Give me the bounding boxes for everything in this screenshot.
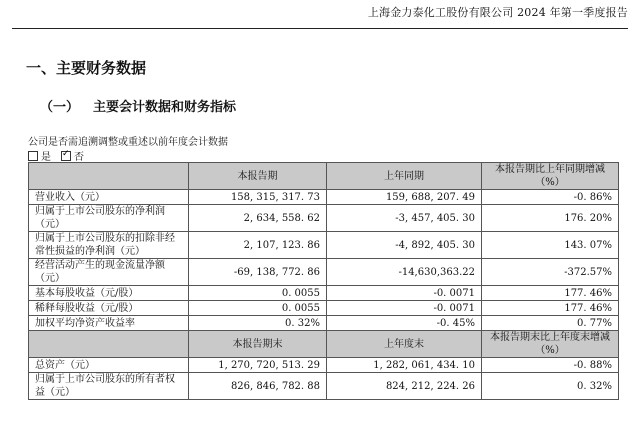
cell-value: -0. 0071	[327, 286, 482, 301]
cell-value: 158, 315, 317. 73	[189, 190, 327, 205]
restatement-choice	[28, 148, 84, 163]
cell-value: 1, 282, 061, 434. 10	[327, 358, 482, 373]
cell-value: -0. 45%	[327, 316, 482, 331]
cell-value: -69, 138, 772. 86	[189, 259, 327, 286]
cell-value: -372.57%	[482, 259, 619, 286]
cell-value: 176. 20%	[482, 205, 619, 232]
row-label: 稀释每股收益（元/股）	[29, 301, 189, 316]
cell-value: 824, 212, 224. 26	[327, 373, 482, 400]
cell-value: 1, 270, 720, 513. 29	[189, 358, 327, 373]
header-cell: 上年度末	[327, 331, 482, 358]
row-label: 归属于上市公司股东的扣除非经常性损益的净利润（元）	[29, 232, 189, 259]
row-label: 归属于上市公司股东的净利润（元）	[29, 205, 189, 232]
checkbox-no[interactable]	[61, 151, 71, 161]
cell-value: -14,630,363.22	[327, 259, 482, 286]
header-rule	[12, 28, 628, 29]
header-cell: 上年同期	[327, 163, 482, 190]
cell-value: 0. 32%	[482, 373, 619, 400]
table-row	[29, 316, 619, 331]
cell-value: 177. 46%	[482, 301, 619, 316]
row-label: 总资产（元）	[29, 358, 189, 373]
subsection-label: 主要会计数据和财务指标	[93, 100, 237, 115]
checkbox-yes[interactable]	[28, 151, 38, 161]
cell-value: -0. 0071	[327, 301, 482, 316]
table-row	[29, 205, 619, 232]
header-cell: 本报告期	[189, 163, 327, 190]
header-cell	[29, 163, 189, 190]
restatement-question: 公司是否需追溯调整或重述以前年度会计数据	[28, 137, 228, 148]
cell-value: -0. 86%	[482, 190, 619, 205]
table-row	[29, 373, 619, 400]
table-header-row	[29, 331, 619, 358]
section-title: 一、主要财务数据	[26, 59, 147, 77]
table-row	[29, 358, 619, 373]
row-label: 经营活动产生的现金流量净额（元）	[29, 259, 189, 286]
financial-data-table	[28, 162, 619, 400]
row-label: 基本每股收益（元/股）	[29, 286, 189, 301]
row-label: 营业收入（元）	[29, 190, 189, 205]
report-header-title: 上海金力泰化工股份有限公司 2024 年第一季度报告	[367, 6, 628, 19]
table-row	[29, 259, 619, 286]
subsection-number: （一）	[40, 100, 80, 115]
cell-value: 2, 107, 123. 86	[189, 232, 327, 259]
header-cell: 本报告期比上年同期增减（%）	[482, 163, 619, 190]
cell-value: 143. 07%	[482, 232, 619, 259]
choice-yes-label: 是	[41, 152, 51, 163]
cell-value: 0. 77%	[482, 316, 619, 331]
cell-value: 159, 688, 207. 49	[327, 190, 482, 205]
table-row	[29, 190, 619, 205]
cell-value: 2, 634, 558. 62	[189, 205, 327, 232]
row-label: 加权平均净资产收益率	[29, 316, 189, 331]
header-cell: 本报告期末	[189, 331, 327, 358]
cell-value: -3, 457, 405. 30	[327, 205, 482, 232]
cell-value: -4, 892, 405. 30	[327, 232, 482, 259]
header-cell: 本报告期末比上年度末增减（%）	[482, 331, 619, 358]
cell-value: 0. 0055	[189, 301, 327, 316]
table-header-row	[29, 163, 619, 190]
cell-value: 0. 0055	[189, 286, 327, 301]
header-cell	[29, 331, 189, 358]
row-label: 归属于上市公司股东的所有者权益（元）	[29, 373, 189, 400]
cell-value: 177. 46%	[482, 286, 619, 301]
choice-no-label: 否	[74, 152, 84, 163]
cell-value: -0. 88%	[482, 358, 619, 373]
table-row	[29, 286, 619, 301]
cell-value: 0. 32%	[189, 316, 327, 331]
cell-value: 826, 846, 782. 88	[189, 373, 327, 400]
table-row	[29, 232, 619, 259]
subsection-title	[40, 96, 236, 115]
table-row	[29, 301, 619, 316]
